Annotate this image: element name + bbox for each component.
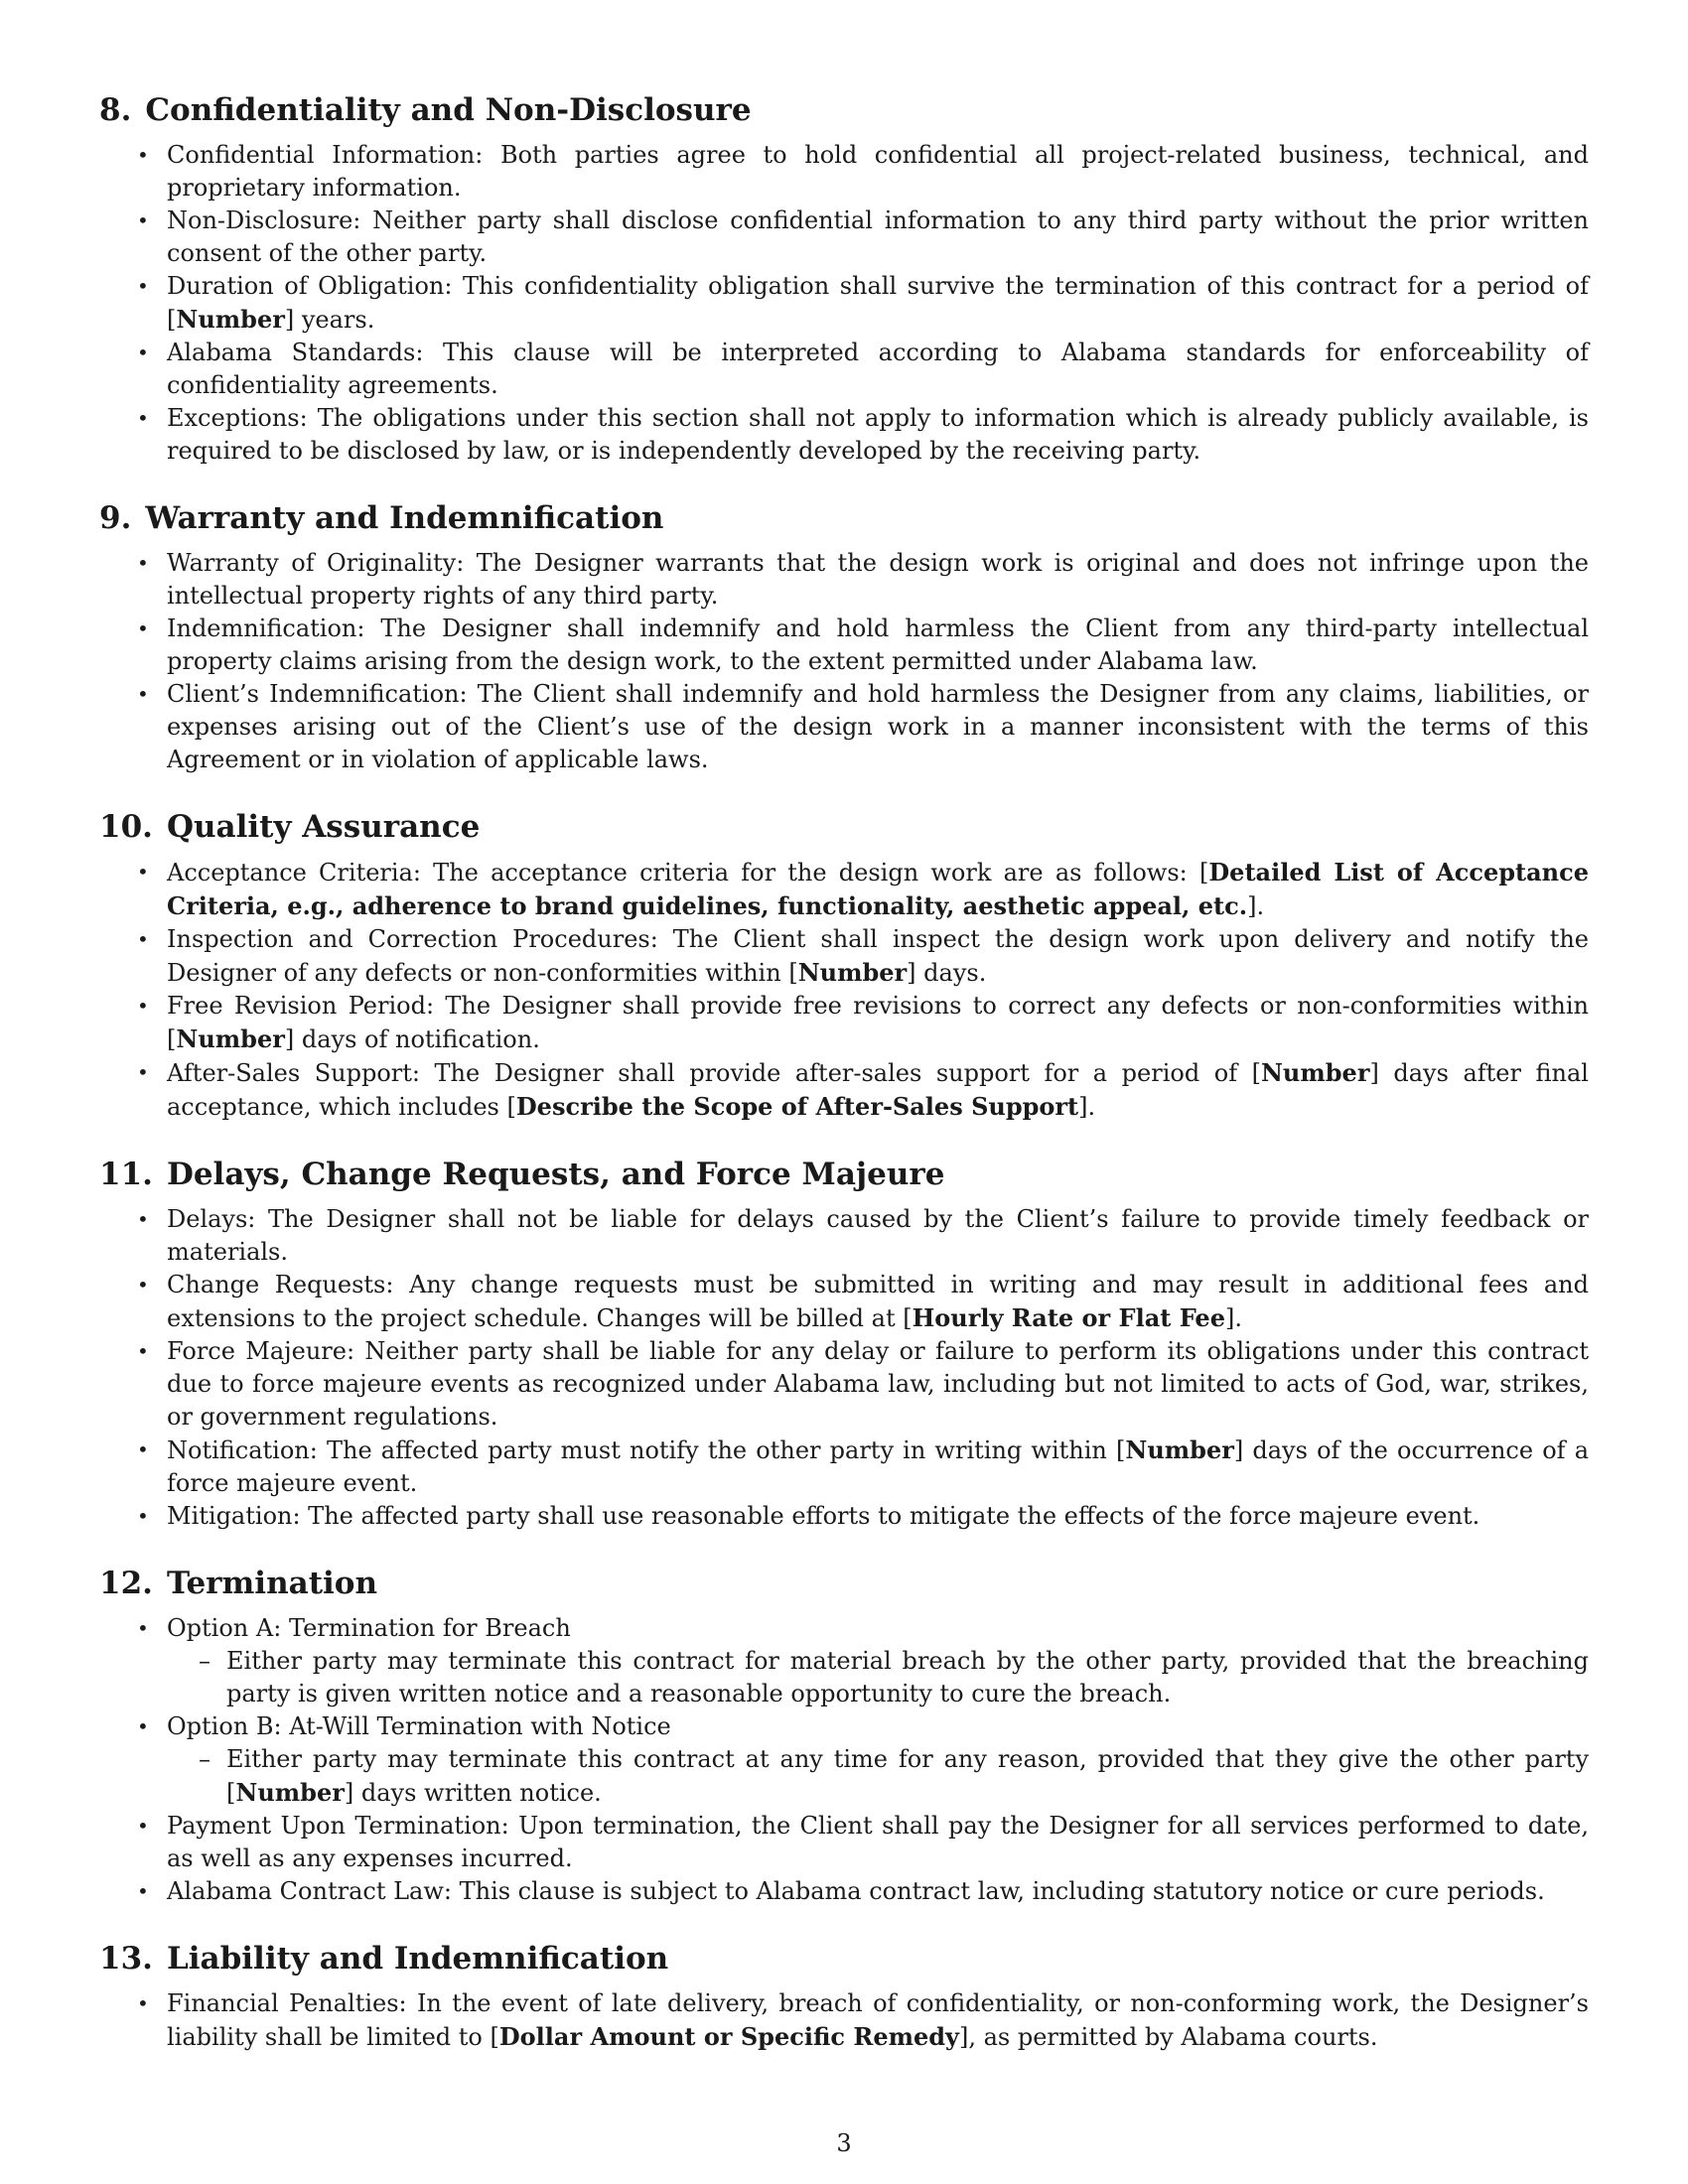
list-item xyxy=(99,1500,1589,1533)
clause-list xyxy=(99,1987,1589,2054)
clause-list xyxy=(99,1612,1589,1908)
clause-text: ] years. xyxy=(284,306,375,334)
section-number: 8. xyxy=(99,92,132,128)
clause-text: After-Sales Support: The Designer shall provide after-sales support for a period of [ xyxy=(167,1059,1261,1087)
sections-container xyxy=(99,89,1589,2054)
section-number: 13. xyxy=(99,1941,153,1977)
section-3 xyxy=(99,1154,1589,1533)
clause-text: ]. xyxy=(1224,1304,1242,1332)
clause-text: Client’s Indemnification: The Client shall indemnify and hold harmless the Designer from any claims, liabilities, or expenses arising out of the Client’s use of the design work in a manner inconsistent with the terms of this Agreement or in violation of applicable laws. xyxy=(167,680,1589,773)
clause-text: ] days after final acceptance, which includes [ xyxy=(167,1059,1589,1121)
placeholder-field: Number xyxy=(797,958,908,987)
list-item xyxy=(99,1810,1589,1875)
page-number: 3 xyxy=(836,2129,852,2157)
clause-text: ], as permitted by Alabama courts. xyxy=(958,2023,1378,2051)
section-title: Liability and Indemnification xyxy=(166,1941,669,1977)
list-item xyxy=(99,547,1589,613)
sub-list-item xyxy=(99,1645,1589,1710)
section-heading xyxy=(99,89,1589,131)
clause-text: Alabama Contract Law: This clause is subject to Alabama contract law, including statutory notice or cure periods. xyxy=(167,1877,1545,1905)
list-item xyxy=(99,1710,1589,1743)
section-title: Delays, Change Requests, and Force Majeure xyxy=(166,1157,945,1192)
list-item xyxy=(99,856,1589,923)
clause-text: Indemnification: The Designer shall indemnify and hold harmless the Client from any third-party intellectual property claims arising from the design work, to the extent permitted under Alabama law. xyxy=(167,614,1589,675)
list-item xyxy=(99,923,1589,990)
placeholder-field: Number xyxy=(176,305,285,334)
section-title: Termination xyxy=(166,1566,378,1601)
clause-text: Exceptions: The obligations under this section shall not apply to information which is already publicly available, is required to be disclosed by law, or is independently developed by the receiving party. xyxy=(167,404,1589,465)
placeholder-field: Dollar Amount or Specific Remedy xyxy=(498,2022,959,2051)
list-item xyxy=(99,1987,1589,2054)
list-item xyxy=(99,1203,1589,1269)
section-4 xyxy=(99,1563,1589,1908)
clause-text: Duration of Obligation: This confidentiality obligation shall survive the termination of this contract for a period of [ xyxy=(167,272,1589,334)
document-page xyxy=(99,89,1589,2084)
section-5 xyxy=(99,1938,1589,2054)
clause-text: ] days of notification. xyxy=(284,1025,540,1053)
list-item xyxy=(99,1433,1589,1500)
clause-text: Mitigation: The affected party shall use reasonable efforts to mitigate the effects of the force majeure event. xyxy=(167,1502,1480,1530)
section-title: Warranty and Indemnification xyxy=(145,500,664,536)
list-item xyxy=(99,678,1589,776)
section-2 xyxy=(99,806,1589,1124)
clause-text: ] days. xyxy=(907,959,987,987)
clause-text: Non-Disclosure: Neither party shall disclose confidential information to any third party without the prior written consent of the other party. xyxy=(167,206,1589,267)
placeholder-field: Describe the Scope of After-Sales Support xyxy=(515,1092,1079,1121)
list-item xyxy=(99,205,1589,270)
list-item xyxy=(99,990,1589,1056)
section-title: Confidentiality and Non-Disclosure xyxy=(145,92,752,128)
clause-text: ]. xyxy=(1078,1093,1096,1121)
clause-list xyxy=(99,1203,1589,1533)
section-number: 12. xyxy=(99,1566,153,1601)
placeholder-field: Number xyxy=(176,1024,285,1053)
section-1 xyxy=(99,497,1589,776)
clause-text: Delays: The Designer shall not be liable for delays caused by the Client’s failure to provide timely feedback or materials. xyxy=(167,1205,1589,1266)
section-0 xyxy=(99,89,1589,468)
list-item xyxy=(99,1335,1589,1433)
section-number: 10. xyxy=(99,809,153,845)
clause-list xyxy=(99,547,1589,776)
placeholder-field: Number xyxy=(1260,1058,1370,1087)
list-item xyxy=(99,139,1589,205)
list-item xyxy=(99,613,1589,678)
section-number: 9. xyxy=(99,500,132,536)
list-item xyxy=(99,402,1589,468)
clause-text: Option A: Termination for Breach xyxy=(167,1614,571,1642)
section-heading xyxy=(99,1938,1589,1979)
section-heading xyxy=(99,497,1589,539)
clause-text: Force Majeure: Neither party shall be liable for any delay or failure to perform its obligations under this contract due to force majeure events as recognized under Alabama law, including but not limited to acts of God, war, strikes, or government regulations. xyxy=(167,1337,1589,1431)
clause-text: Change Requests: Any change requests must be submitted in writing and may result in additional fees and extensions to the project schedule. Changes will be billed at [ xyxy=(167,1271,1589,1332)
clause-text: Notification: The affected party must notify the other party in writing within [ xyxy=(167,1436,1126,1464)
section-heading xyxy=(99,806,1589,848)
list-item xyxy=(99,1056,1589,1124)
placeholder-field: Hourly Rate or Flat Fee xyxy=(912,1303,1225,1332)
section-heading xyxy=(99,1154,1589,1195)
placeholder-field: Number xyxy=(235,1778,345,1807)
section-heading xyxy=(99,1563,1589,1604)
list-item xyxy=(99,1269,1589,1335)
section-number: 11. xyxy=(99,1157,153,1192)
clause-text: ] days of the occurrence of a force majeure event. xyxy=(167,1436,1590,1497)
clause-text: Either party may terminate this contract at any time for any reason, provided that they give the other party [ xyxy=(226,1745,1589,1807)
placeholder-field: Detailed List of Acceptance Criteria, e.g., adherence to brand guidelines, functionality, aesthetic appeal, etc. xyxy=(167,858,1590,920)
clause-text: Inspection and Correction Procedures: The Client shall inspect the design work upon delivery and notify the Designer of any defects or non-conformities within [ xyxy=(167,925,1589,987)
list-item xyxy=(99,270,1589,337)
clause-list xyxy=(99,139,1589,468)
placeholder-field: Number xyxy=(1125,1435,1234,1464)
sub-list-item xyxy=(99,1743,1589,1810)
clause-list xyxy=(99,856,1589,1124)
clause-text: Option B: At-Will Termination with Notice xyxy=(167,1712,671,1740)
list-item xyxy=(99,1612,1589,1645)
clause-text: Financial Penalties: In the event of late delivery, breach of confidentiality, or non-conforming work, the Designer’s liability shall be limited to [ xyxy=(167,1989,1589,2051)
clause-text: Alabama Standards: This clause will be interpreted according to Alabama standards for enforceability of confidentiality agreements. xyxy=(167,339,1589,399)
clause-text: Confidential Information: Both parties agree to hold confidential all project-related business, technical, and proprietary information. xyxy=(167,141,1589,202)
list-item xyxy=(99,1875,1589,1908)
clause-text: Either party may terminate this contract for material breach by the other party, provided that the breaching party is given written notice and a reasonable opportunity to cure the breach. xyxy=(226,1647,1589,1707)
clause-text: Free Revision Period: The Designer shall provide free revisions to correct any defects or non-conformities within [ xyxy=(167,992,1589,1053)
clause-text: ]. xyxy=(1247,892,1265,920)
clause-text: Acceptance Criteria: The acceptance criteria for the design work are as follows: [ xyxy=(167,859,1209,887)
clause-text: Payment Upon Termination: Upon termination, the Client shall pay the Designer for all services performed to date, as well as any expenses incurred. xyxy=(167,1812,1589,1872)
list-item xyxy=(99,337,1589,402)
clause-text: ] days written notice. xyxy=(344,1779,602,1807)
clause-text: Warranty of Originality: The Designer warrants that the design work is original and does not infringe upon the intellectual property rights of any third party. xyxy=(167,549,1589,610)
section-title: Quality Assurance xyxy=(166,809,481,845)
